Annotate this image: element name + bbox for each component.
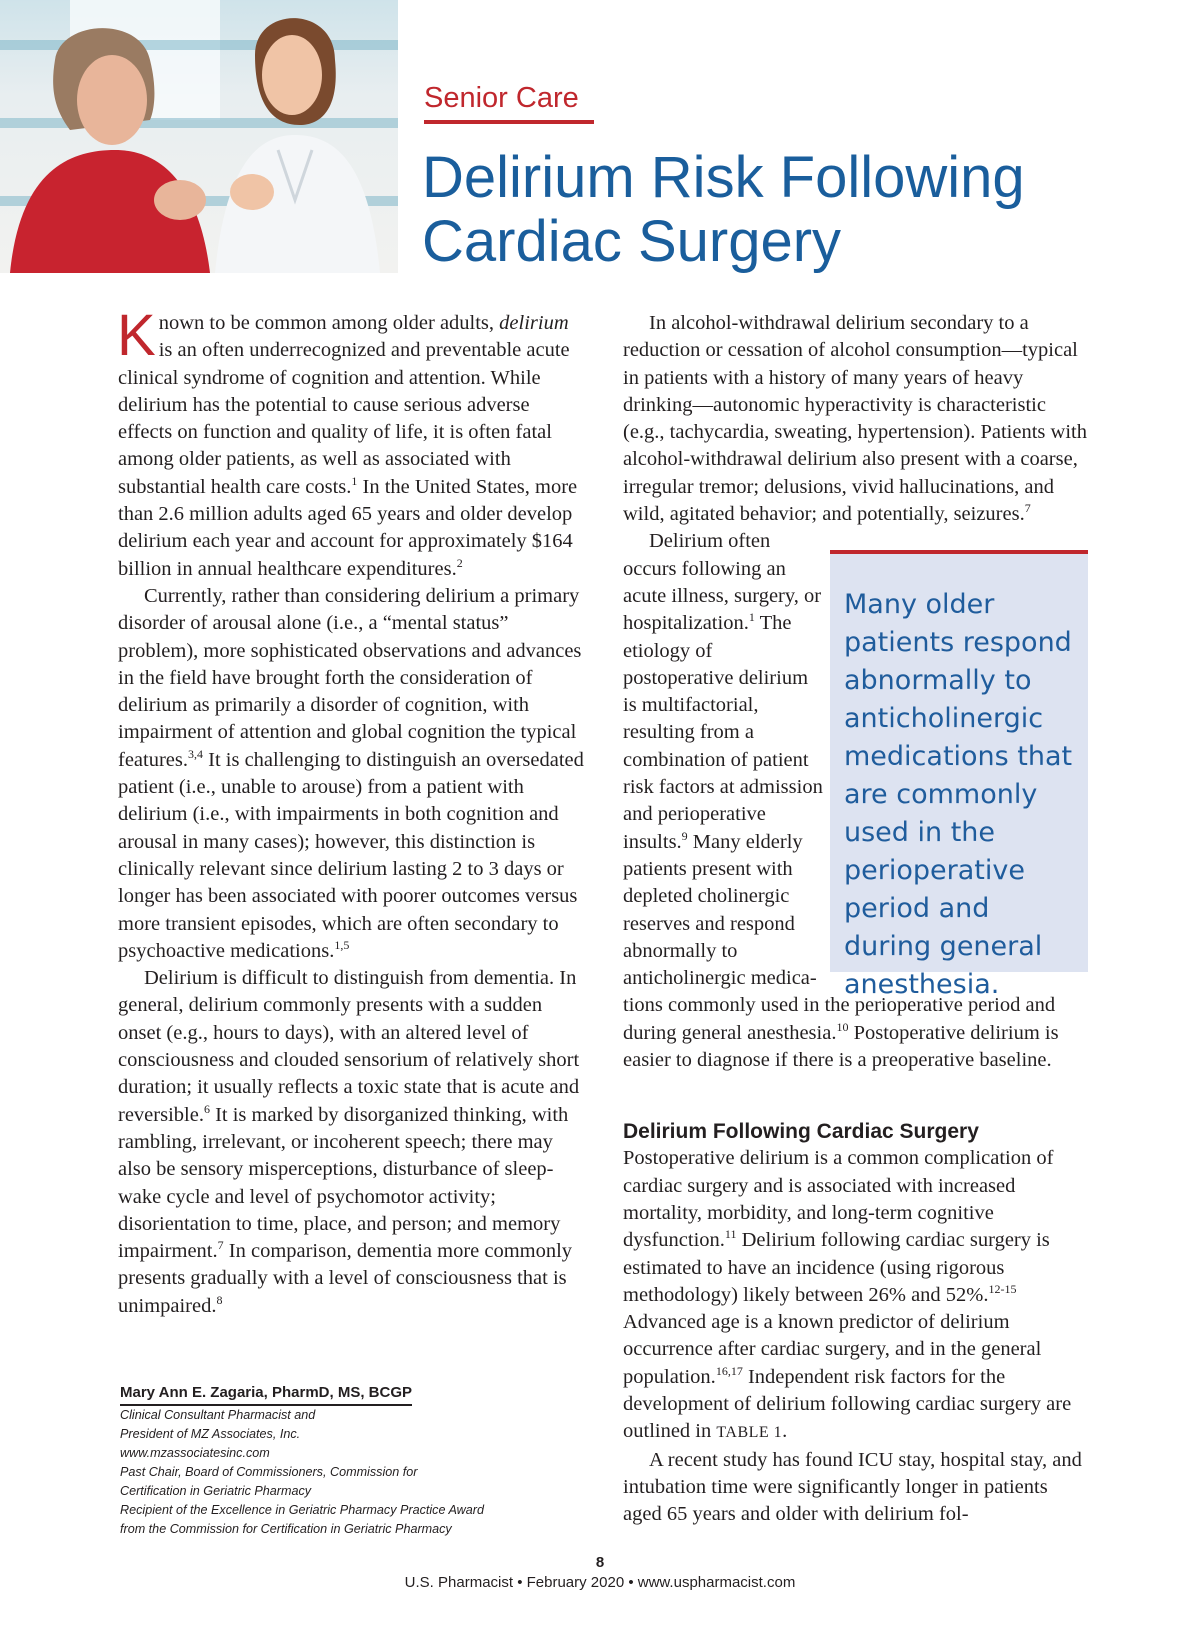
text-run: Postoperative delirium is a common complication of cardiac surgery and is associated with increased mortality, morbidity, and long-term cognitive dysfunction. [623, 1147, 1054, 1252]
text-run: Postoperative delirium is easier to diagnose if there is a preoperative baseline. [623, 1021, 1059, 1072]
text-run: In comparison, dementia more commonly presents gradually with a level of consciousness that is unimpaired. [118, 1240, 573, 1317]
table-reference[interactable]: TABLE 1 [716, 1424, 783, 1442]
text-run: Independent risk factors for the development of delirium following cardiac surgery are outlined in [623, 1365, 1072, 1443]
article-headline: Delirium Risk Following Cardiac Surgery [422, 145, 1025, 274]
bio-line: Clinical Consultant Pharmacist and [120, 1408, 316, 1422]
paragraph [118, 965, 586, 1320]
page-number: 8 [595, 1554, 605, 1571]
paragraph [118, 583, 586, 965]
citation: 10 [836, 1019, 849, 1034]
text-run: In the United States, more than 2.6 million adults aged 65 years and older develop delirium each year and account for approximately $164 billion in annual healthcare expenditures. [118, 475, 578, 580]
text-run: The etiology of postoperative delirium is multifactorial, resulting from a combination of patient risk factors at admission and perioperative insults. [623, 612, 823, 853]
citation: 8 [216, 1292, 223, 1307]
section-subhead: Delirium Following Cardiac Surgery [623, 1120, 979, 1144]
text-run: Delirium often occurs following an acute illness, surgery, or hospitalization. [623, 530, 822, 635]
bio-line: Past Chair, Board of Commissioners, Commission for [120, 1465, 418, 1479]
text-run: A recent study has found ICU stay, hospital stay, and intubation time were significantly longer in patients aged 65 years and older with delirium fol- [623, 1448, 1082, 1526]
text-run: . [782, 1420, 788, 1443]
citation: 11 [724, 1227, 737, 1242]
text-run: tions commonly used in the perioperative period and during general anesthesia. [623, 994, 1056, 1044]
section-kicker: Senior Care [424, 82, 579, 114]
photo-people [0, 0, 398, 273]
citation: 1 [748, 610, 755, 625]
citation: 2 [456, 555, 463, 570]
bio-line: from the Commission for Certification in Geriatric Pharmacy [120, 1522, 452, 1536]
paragraph [623, 528, 823, 992]
citation: 1 [351, 473, 358, 488]
text-run: nown to be common among older adults, [158, 312, 495, 334]
citation: 6 [203, 1101, 210, 1116]
citation: 7 [217, 1238, 224, 1253]
paragraph [117, 303, 586, 583]
drop-cap: K [117, 303, 156, 368]
text-run: In alcohol-withdrawal delirium secondary to a reduction or cessation of alcohol consumption—typical in patients with a history of many years of heavy drinking—autonomic hyperactivity is characteristic (e.g., tachycardia, sweating, hypertension). Patients with alcohol-withdrawal delirium also present with a coarse, irregular tremor; delusions, vivid hallucinations, and wild, agitated behavior; and potentially, seizures. [623, 312, 1087, 526]
paragraph [623, 310, 1090, 528]
bio-line: Certification in Geriatric Pharmacy [120, 1484, 312, 1498]
paragraph [623, 1447, 1090, 1529]
left-column [117, 303, 586, 1320]
kicker-underline [424, 120, 594, 124]
citation: 1,5 [334, 938, 350, 952]
text-run: Advanced age is a known predictor of delirium occurrence after cardiac surgery, and in the general population. [623, 1311, 1042, 1388]
bio-line: President of MZ Associates, Inc. [120, 1427, 301, 1441]
bio-line: Recipient of the Excellence in Geriatric Pharmacy Practice Award [120, 1503, 484, 1517]
bio-website-link[interactable]: www.mzassociatesinc.com [120, 1446, 270, 1460]
text-run: Currently, rather than considering delirium a primary disorder of arousal alone (i.e., a “mental status” problem), more sophisticated observations and advances in the field have brought forth the consideration of delirium as primarily a disorder of cognition, with impairment of attention and global cognition the typical features. [118, 584, 582, 771]
citation: 16,17 [715, 1363, 743, 1378]
author-bio [120, 1383, 590, 1539]
text-run: Delirium is difficult to distinguish from dementia. In general, delirium commonly presents with a sudden onset (e.g., hours to days), with an altered level of consciousness and clouded sensorium of relatively short duration; it usually reflects a toxic state that is acute and reversible. [118, 967, 580, 1126]
text-run-italic: delirium [499, 312, 569, 334]
citation: 3,4 [188, 746, 203, 761]
text-run: Delirium following cardiac surgery is estimated to have an incidence (using rigorous methodology) likely between 26% and 52%. [623, 1229, 1050, 1306]
text-run: It is marked by disorganized thinking, with rambling, irrelevant, or incoherent speech; there may also be sensory misperceptions, disturbance of sleep-wake cycle and level of psychomotor activity; disorientation to time, place, and person; and memory impairment. [118, 1103, 569, 1263]
pull-quote: Many older patients respond abnormally to anticholinergic medications that are commonly used in the perioperative period and during general anesthesia. [830, 550, 1088, 972]
text-run: Many elderly patients present with depleted cholinergic reserves and respond abnormally to anticholinergic medica- [623, 830, 817, 990]
text-run: is an often underrecognized and preventable acute clinical syndrome of cognition and attention. While delirium has the potential to cause serious adverse effects on function and quality of life, it is often fatal among older patients, as well as associated with substantial health care costs. [118, 339, 570, 498]
author-name: Mary Ann E. Zagaria, PharmD, MS, BCGP [120, 1383, 412, 1406]
text-run: It is challenging to distinguish an oversedated patient (i.e., unable to arouse) from a patient with delirium (i.e., with impairments in both cognition and arousal in many cases); however, this distinction is clinically relevant since delirium lasting 2 to 3 days or longer has been associated with poorer outcomes versus more transient episodes, which are often secondary to psychoactive medications. [118, 748, 584, 962]
header-photo [0, 0, 398, 273]
paragraph [623, 1145, 1090, 1446]
paragraph [623, 992, 1090, 1074]
page-footer: U.S. Pharmacist • February 2020 • www.uspharmacist.com [404, 1574, 796, 1591]
citation: 9 [681, 828, 688, 843]
citation: 12-15 [988, 1281, 1017, 1296]
citation: 7 [1024, 501, 1031, 516]
